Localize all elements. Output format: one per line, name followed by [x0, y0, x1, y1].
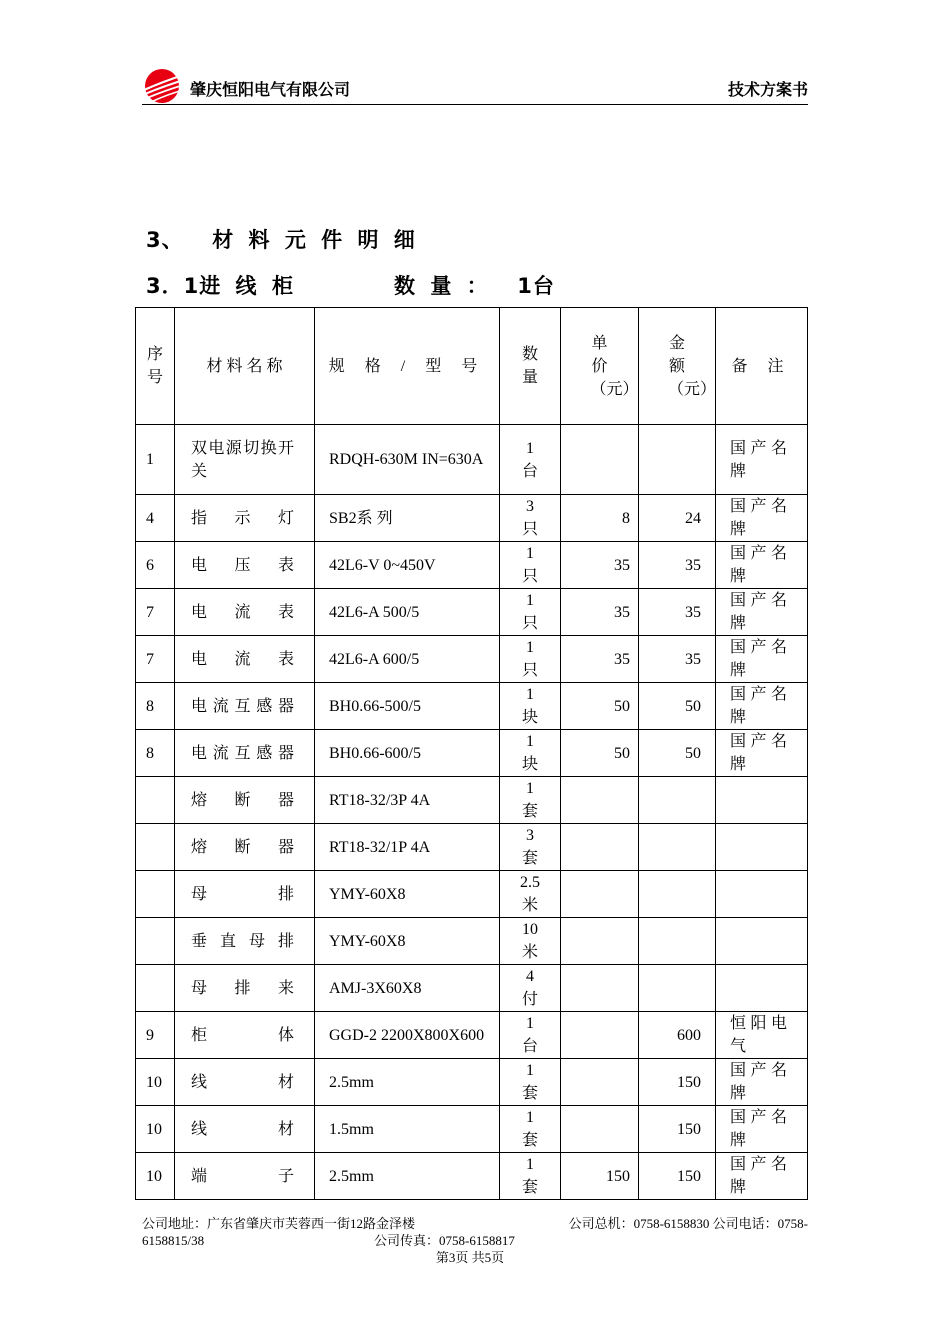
cell-seq: 8 [136, 730, 175, 777]
cell-seq: 9 [136, 1012, 175, 1059]
cell-amount: 35 [639, 589, 716, 636]
cell-seq: 10 [136, 1059, 175, 1106]
cell-qty [500, 730, 561, 777]
qty-unit: 台 [521, 1038, 538, 1055]
qty-value: 1 [526, 545, 534, 562]
table-row [136, 425, 808, 495]
footer-address: 公司地址：广东省肇庆市芙蓉西一街12路金泽楼 [142, 1216, 416, 1231]
cell-spec: 42L6-V 0~450V [315, 542, 500, 589]
cell-price [561, 918, 639, 965]
header-name: 材 料 名 称 [175, 308, 315, 425]
cell-remark: 国产名牌 [716, 636, 808, 683]
header-price: 单价（元） [561, 308, 639, 425]
cell-spec: RDQH-630M IN=630A [315, 425, 500, 495]
table-row [136, 871, 808, 918]
cell-amount: 150 [639, 1059, 716, 1106]
table-row [136, 1106, 808, 1153]
cell-spec: 2.5mm [315, 1153, 500, 1200]
header-remark: 备 注 [716, 308, 808, 425]
cell-remark: 国产名牌 [716, 1106, 808, 1153]
cell-qty [500, 1012, 561, 1059]
qty-unit: 套 [521, 1179, 538, 1196]
cell-spec: YMY-60X8 [315, 918, 500, 965]
cell-qty [500, 683, 561, 730]
qty-value: 1 [526, 592, 534, 609]
cell-remark [716, 824, 808, 871]
cell-name: 母排 [175, 871, 315, 918]
header-spec: 规 格 / 型 号 [315, 308, 500, 425]
table-row [136, 589, 808, 636]
cell-spec: RT18-32/3P 4A [315, 777, 500, 824]
cell-price [561, 777, 639, 824]
cell-price [561, 425, 639, 495]
cell-spec: 1.5mm [315, 1106, 500, 1153]
document-type: 技术方案书 [727, 80, 808, 99]
cell-amount [639, 425, 716, 495]
cell-remark: 国产名牌 [716, 1059, 808, 1106]
cell-spec: BH0.66-600/5 [315, 730, 500, 777]
cell-remark: 国产名牌 [716, 589, 808, 636]
cell-amount: 150 [639, 1106, 716, 1153]
cell-seq [136, 918, 175, 965]
qty-value: 1 [526, 780, 534, 797]
company-name: 肇庆恒阳电气有限公司 [190, 80, 351, 99]
cell-qty [500, 495, 561, 542]
cell-remark: 国产名牌 [716, 495, 808, 542]
qty-value: 4 [526, 968, 534, 985]
cell-price: 35 [561, 542, 639, 589]
cell-name: 电流表 [175, 636, 315, 683]
cell-seq [136, 871, 175, 918]
cell-amount: 35 [639, 542, 716, 589]
qty-unit: 套 [521, 1132, 538, 1149]
cell-remark: 国产名牌 [716, 1153, 808, 1200]
cell-qty [500, 965, 561, 1012]
table-header-row [136, 308, 808, 425]
cell-name: 电流表 [175, 589, 315, 636]
cell-spec: SB2系 列 [315, 495, 500, 542]
cell-name: 双电源切换开关 [175, 425, 315, 495]
cell-name: 端子 [175, 1153, 315, 1200]
cell-name: 垂直母排 [175, 918, 315, 965]
footer-switchboard: 公司总机：0758-6158830 公司电话：0758- [568, 1216, 808, 1231]
header-qty: 数量 [500, 308, 561, 425]
cell-spec: AMJ-3X60X8 [315, 965, 500, 1012]
cell-seq [136, 777, 175, 824]
footer-page-number: 第3页 共5页 [435, 1250, 505, 1265]
cell-amount: 600 [639, 1012, 716, 1059]
qty-value: 1 [526, 1156, 534, 1173]
header-amount: 金额（元） [639, 308, 716, 425]
table-row [136, 730, 808, 777]
cell-seq [136, 965, 175, 1012]
qty-unit: 只 [521, 615, 538, 632]
cell-qty [500, 871, 561, 918]
cell-spec: 42L6-A 600/5 [315, 636, 500, 683]
qty-unit: 只 [521, 521, 538, 538]
qty-value: 10 [522, 921, 538, 938]
cell-amount: 50 [639, 730, 716, 777]
cell-amount [639, 871, 716, 918]
cell-remark: 国产名牌 [716, 542, 808, 589]
qty-unit: 付 [521, 991, 538, 1008]
red-sun-logo-icon [142, 66, 188, 106]
cell-remark: 国产名牌 [716, 730, 808, 777]
cell-remark [716, 918, 808, 965]
table-row [136, 918, 808, 965]
qty-unit: 套 [521, 1085, 538, 1102]
cell-qty [500, 589, 561, 636]
cell-qty [500, 777, 561, 824]
cell-amount: 35 [639, 636, 716, 683]
table-row [136, 1153, 808, 1200]
cell-price [561, 1059, 639, 1106]
cell-spec: GGD-2 2200X800X600 [315, 1012, 500, 1059]
cell-name: 指示灯 [175, 495, 315, 542]
cell-name: 柜体 [175, 1012, 315, 1059]
table-row [136, 777, 808, 824]
cell-name: 线材 [175, 1106, 315, 1153]
cell-name: 电压表 [175, 542, 315, 589]
cell-seq: 7 [136, 636, 175, 683]
cell-spec: 42L6-A 500/5 [315, 589, 500, 636]
table-row [136, 495, 808, 542]
qty-unit: 米 [521, 944, 538, 961]
cell-spec: RT18-32/1P 4A [315, 824, 500, 871]
table-row [136, 683, 808, 730]
qty-value: 1 [526, 686, 534, 703]
qty-value: 3 [526, 827, 534, 844]
table-row [136, 1059, 808, 1106]
qty-value: 1 [526, 1015, 534, 1032]
cell-seq: 1 [136, 425, 175, 495]
cell-qty [500, 636, 561, 683]
cell-remark [716, 965, 808, 1012]
table-row [136, 636, 808, 683]
cell-seq: 6 [136, 542, 175, 589]
cell-remark: 国产名牌 [716, 425, 808, 495]
cell-name: 熔断器 [175, 777, 315, 824]
cell-price: 8 [561, 495, 639, 542]
table-row [136, 1012, 808, 1059]
cell-qty [500, 1106, 561, 1153]
qty-value: 2.5 [520, 874, 540, 891]
cell-spec: 2.5mm [315, 1059, 500, 1106]
qty-unit: 块 [521, 709, 538, 726]
cell-remark: 恒阳电气 [716, 1012, 808, 1059]
cell-spec: BH0.66-500/5 [315, 683, 500, 730]
cell-qty [500, 542, 561, 589]
table-row [136, 965, 808, 1012]
cell-amount [639, 918, 716, 965]
header-divider [142, 104, 808, 105]
qty-unit: 米 [521, 897, 538, 914]
qty-value: 1 [526, 439, 534, 457]
footer-phone-cont: 6158815/38 [142, 1233, 205, 1248]
cell-price: 50 [561, 683, 639, 730]
cell-name: 熔断器 [175, 824, 315, 871]
table-row [136, 824, 808, 871]
section-heading: 3、 材 料 元 件 明 细 [146, 228, 416, 252]
materials-table [135, 307, 808, 1200]
qty-unit: 块 [521, 756, 538, 773]
cell-price: 35 [561, 589, 639, 636]
cell-price [561, 965, 639, 1012]
cell-name: 电流互感器 [175, 730, 315, 777]
cell-price [561, 871, 639, 918]
cell-seq [136, 824, 175, 871]
qty-unit: 只 [521, 568, 538, 585]
cell-price: 35 [561, 636, 639, 683]
qty-value: 1 [526, 1109, 534, 1126]
header-seq: 序号 [136, 308, 175, 425]
cell-seq: 10 [136, 1106, 175, 1153]
cell-amount: 24 [639, 495, 716, 542]
cell-price [561, 824, 639, 871]
cell-seq: 8 [136, 683, 175, 730]
qty-unit: 只 [521, 662, 538, 679]
cell-amount [639, 777, 716, 824]
cell-seq: 10 [136, 1153, 175, 1200]
table-row [136, 542, 808, 589]
cell-amount [639, 824, 716, 871]
cell-price [561, 1012, 639, 1059]
section-subheading: 3．1进 线 柜 数 量 ： 1台 [146, 274, 555, 298]
qty-unit: 套 [521, 803, 538, 820]
qty-value: 1 [526, 639, 534, 656]
footer-fax: 公司传真：0758-6158817 [374, 1233, 515, 1248]
qty-value: 1 [526, 733, 534, 750]
page-footer [142, 1215, 808, 1266]
cell-amount: 150 [639, 1153, 716, 1200]
qty-unit: 台 [521, 462, 538, 480]
cell-name: 线材 [175, 1059, 315, 1106]
cell-spec: YMY-60X8 [315, 871, 500, 918]
qty-value: 3 [526, 498, 534, 515]
cell-price [561, 1106, 639, 1153]
cell-qty [500, 1059, 561, 1106]
qty-value: 1 [526, 1062, 534, 1079]
qty-unit: 套 [521, 850, 538, 867]
cell-qty [500, 918, 561, 965]
cell-price: 150 [561, 1153, 639, 1200]
cell-amount [639, 965, 716, 1012]
cell-remark [716, 871, 808, 918]
cell-remark [716, 777, 808, 824]
cell-seq: 7 [136, 589, 175, 636]
cell-price: 50 [561, 730, 639, 777]
cell-seq: 4 [136, 495, 175, 542]
cell-name: 母排来 [175, 965, 315, 1012]
cell-remark: 国产名牌 [716, 683, 808, 730]
cell-qty [500, 425, 561, 495]
cell-amount: 50 [639, 683, 716, 730]
cell-qty [500, 824, 561, 871]
cell-qty [500, 1153, 561, 1200]
cell-name: 电流互感器 [175, 683, 315, 730]
